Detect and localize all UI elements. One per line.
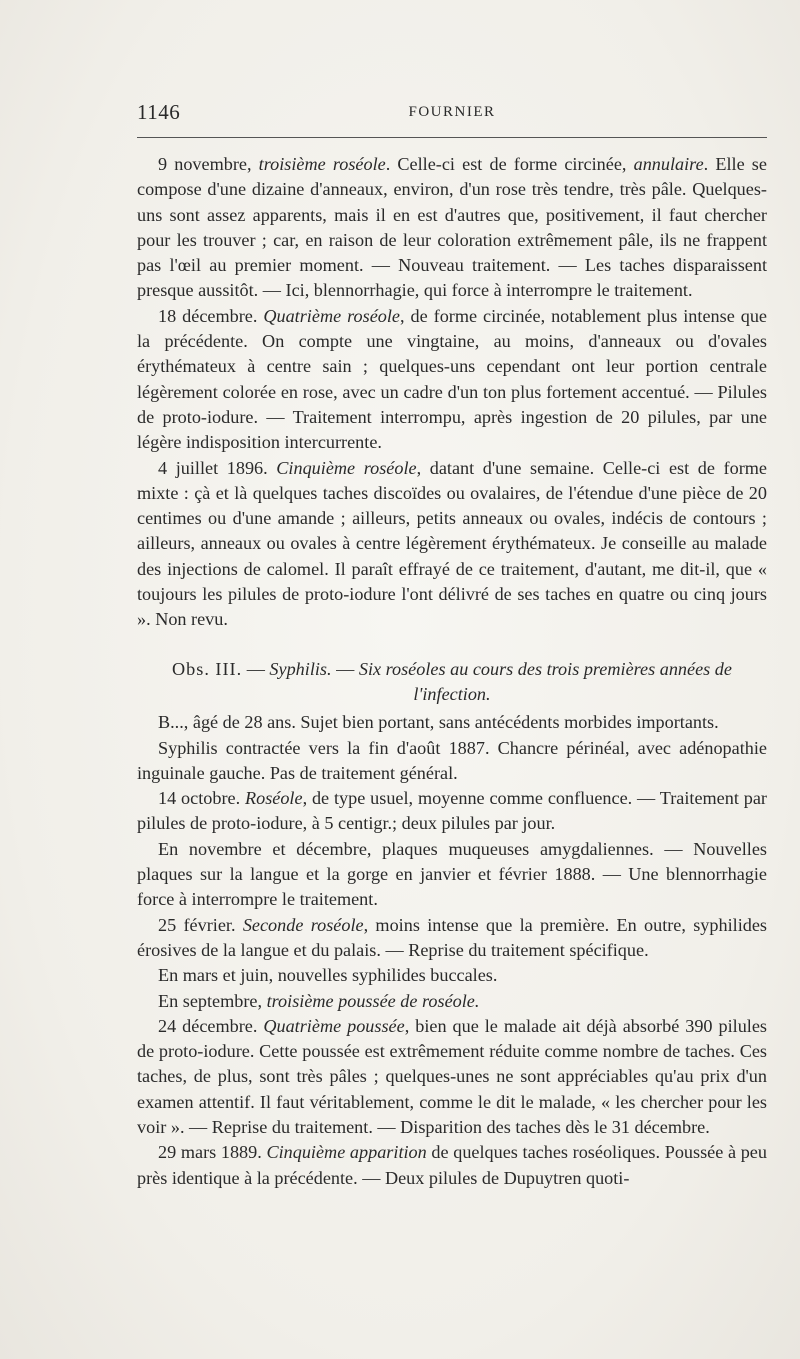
paragraph-italic: troisième roséole	[258, 154, 386, 174]
paragraph-lead: B..., âgé de 28 ans. Sujet bien portant, sans antécédents morbides importants.	[158, 712, 719, 733]
paragraph-lead: 29 mars 1889.	[158, 1142, 267, 1163]
paragraph-text: , de type usuel, moyenne comme confluence. — Traitement par pilules de proto-iodure, à 5 centigr.; deux pilules par jour.	[137, 788, 767, 834]
paragraph-italic: Quatrième poussée	[263, 1015, 405, 1036]
paragraph	[137, 456, 767, 633]
paragraph-lead: 14 octobre.	[158, 788, 245, 809]
paragraph	[137, 786, 767, 837]
page-header	[137, 100, 767, 128]
paragraph	[137, 152, 767, 304]
paragraph-italic-2: annulaire	[633, 154, 704, 174]
paragraph-lead: Syphilis contractée vers la fin d'août 1887. Chancre périnéal, avec adénopathie inguinale gauche. Pas de traitement général.	[137, 737, 767, 783]
paragraph-lead: 4 juillet 1896.	[158, 457, 277, 478]
body-text	[137, 152, 767, 1191]
paragraph-lead: En novembre et décembre, plaques muqueuses amygdaliennes. — Nouvelles plaques sur la langue et la gorge en janvier et février 1888. — Une blennorrhagie force à interrompre le traitement.	[137, 838, 767, 910]
paragraph-text: de quelques taches roséoliques. Poussée à peu près identique à la précédente. — Deux pilules de Dupuytren quoti-	[137, 1142, 767, 1188]
page-number: 1146	[137, 100, 181, 124]
paragraph-italic: troisième poussée de roséole.	[266, 990, 480, 1011]
paragraph	[137, 989, 767, 1014]
paragraph	[137, 1014, 767, 1140]
paragraph	[137, 963, 767, 988]
observation-subject: Syphilis.	[269, 658, 332, 679]
paragraph-italic: Cinquième roséole	[276, 457, 417, 478]
header-rule	[137, 137, 767, 138]
paragraph-lead: En septembre,	[158, 990, 267, 1011]
paragraph-lead: En mars et juin, nouvelles syphilides buccales.	[158, 965, 498, 986]
paragraph	[137, 710, 767, 735]
paragraph-text: , de forme circinée, notablement plus intense que la précédente. On compte une vingtaine, au moins, d'anneaux ou d'ovales érythémateux à centre sain ; quelques-uns cependant ont leur portion centrale légèrement colorée en rose, avec un cadre d'un ton plus fortement accentué. — Pilules de proto-iodure. — Traitement interrompu, après ingestion de 20 pilules, par une légère indisposition intercurrente.	[137, 305, 767, 453]
paragraph	[137, 913, 767, 964]
paragraph-italic: Roséole	[244, 788, 303, 809]
paragraph-lead: 24 décembre.	[158, 1015, 264, 1036]
running-title: FOURNIER	[408, 104, 496, 120]
observation-title: Six roséoles au cours des trois premières années de l'infection.	[358, 658, 732, 704]
observation-heading	[137, 657, 767, 708]
paragraph-text: , datant d'une semaine. Celle-ci est de forme mixte : çà et là quelques taches discoïdes ou ovalaires, de l'étendue d'une pièce de 20 centimes ou d'une amande ; ailleurs, petits anneaux ou ovales, indécis de contours ; ailleurs, anneaux ou ovales à centre légèrement érythémateux. Je conseille au malade des injections de calomel. Il paraît effrayé de ce traitement, d'autant, me dit-il, que « toujours les pilules de proto-iodure l'ont délivré de ses taches en quatre ou cinq jours ». Non revu.	[137, 457, 767, 630]
observation-dash: —	[242, 658, 270, 679]
paragraph	[137, 1140, 767, 1191]
paragraph-text: , moins intense que la première. En outre, syphilides érosives de la langue et du palais. — Reprise du traitement spécifique.	[137, 914, 767, 960]
paragraph-lead: 9 novembre,	[158, 154, 259, 174]
paragraph-italic: Seconde roséole	[242, 914, 364, 935]
paragraph-text-2: . Elle se compose d'une dizaine d'anneaux, environ, d'un rose très tendre, très pâle. Quelques-uns sont assez apparents, mais il en est d'autres que, positivement, il faut chercher pour les trouver ; car, en raison de leur coloration extrêmement pâle, ils ne frappent pas l'œil au premier moment. — Nouveau traitement. — Les taches disparaissent presque aussitôt. — Ici, blennorrhagie, qui force à interrompre le traitement.	[137, 154, 767, 301]
paragraph-lead: 18 décembre.	[158, 305, 264, 326]
paragraph-italic: Cinquième apparition	[266, 1142, 427, 1163]
paragraph	[137, 736, 767, 787]
paragraph	[137, 837, 767, 913]
paragraph-italic: Quatrième roséole	[263, 305, 400, 326]
paragraph-text: . Celle-ci est de forme circinée,	[385, 154, 634, 174]
paragraph	[137, 304, 767, 456]
paragraph-lead: 25 février.	[158, 914, 243, 935]
observation-label: Obs. III.	[172, 658, 243, 679]
observation-dash: —	[331, 658, 359, 679]
paragraph-text: , bien que le malade ait déjà absorbé 390 pilules de proto-iodure. Cette poussée est extrêmement réduite comme nombre de taches. Ces taches, de plus, sont très pâles ; quelques-unes ne sont appréciables qu'au prix d'un examen attentif. Il faut véritablement, comme le dit le malade, « les chercher pour les voir ». — Reprise du traitement. — Disparition des taches dès le 31 décembre.	[137, 1015, 767, 1137]
